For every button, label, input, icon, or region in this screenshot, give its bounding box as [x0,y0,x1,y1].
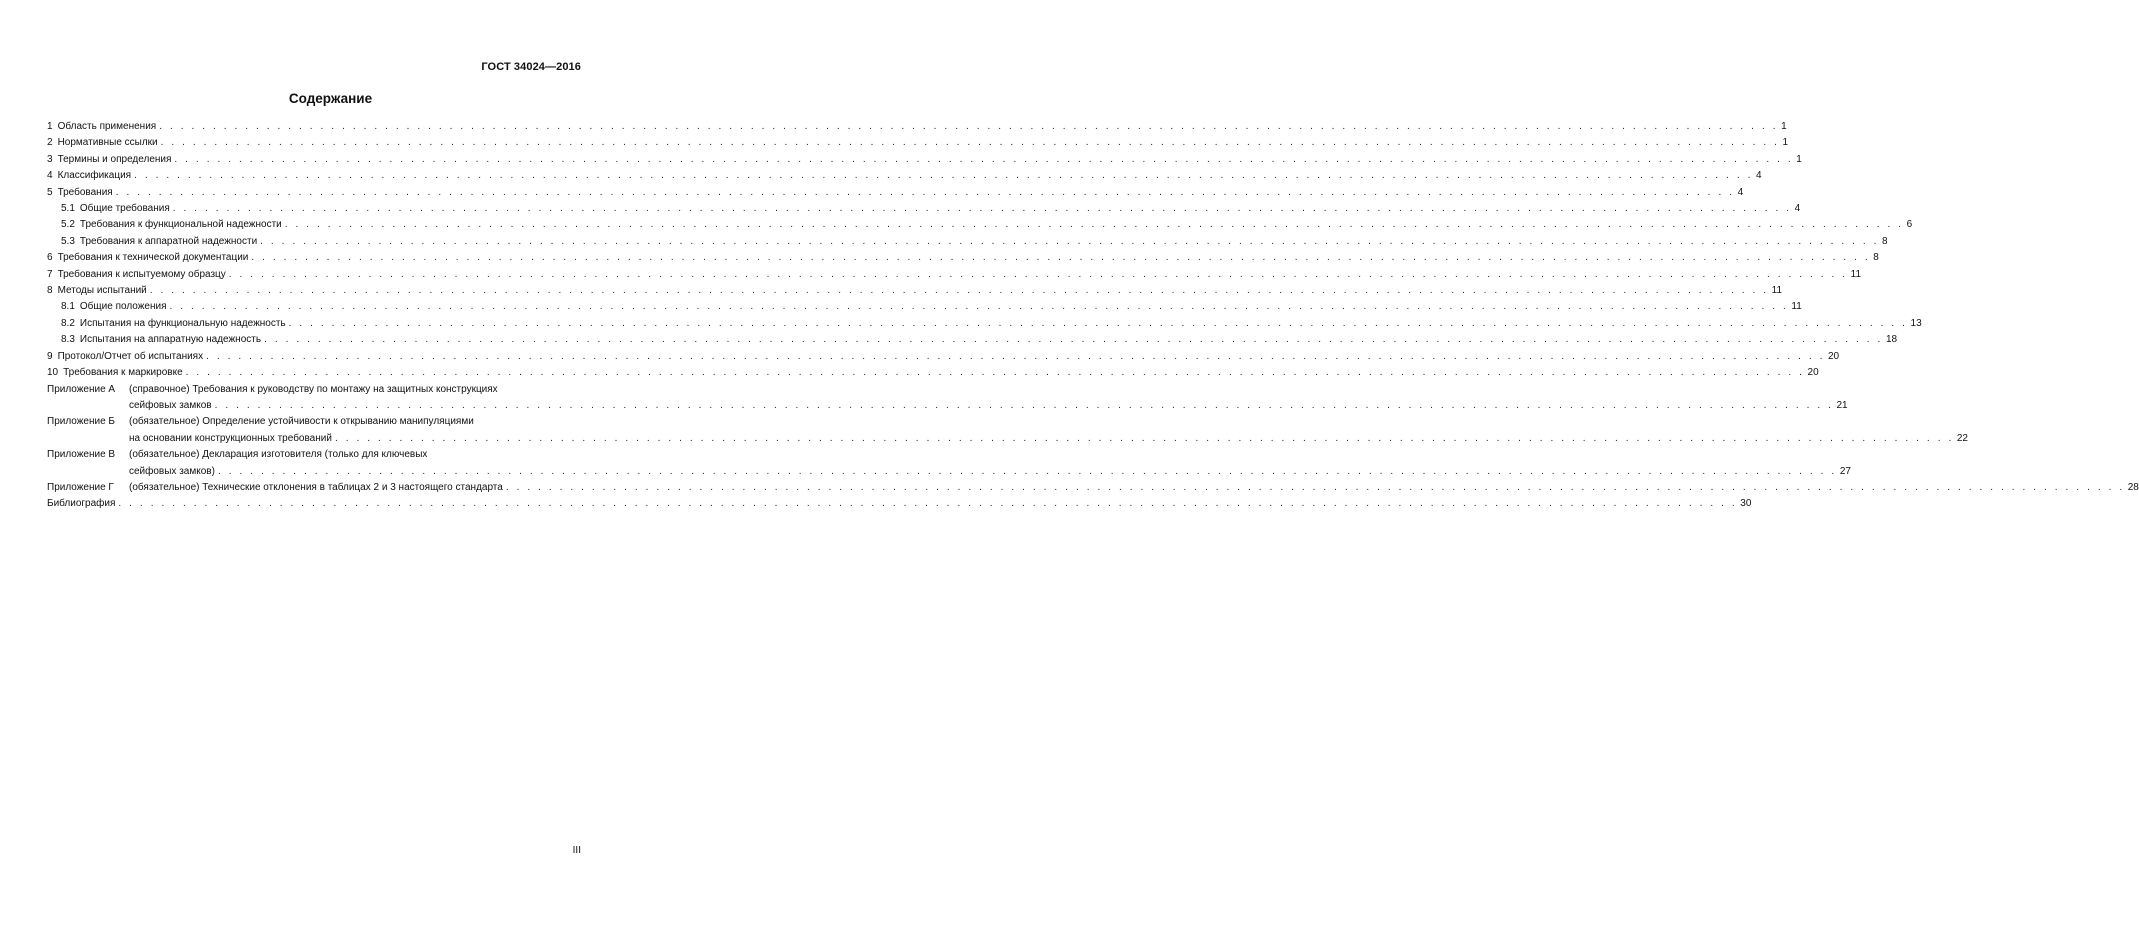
toc-number: 8 [47,285,53,297]
toc-text: Общие положения [79,301,167,313]
toc-entry-8[interactable] [47,283,1783,299]
appendix-b-entry[interactable] [47,414,1968,447]
leader-dots [173,201,1792,217]
appendix-title-line: сейфовых замков [129,399,212,411]
leader-dots [289,316,1908,332]
leader-dots [215,398,1834,414]
toc-page: 8 [1882,235,1888,247]
appendix-title-line: (справочное) Требования к руководству по монтажу на защитных конструкциях [129,383,498,395]
toc-number: 1 [47,121,53,132]
toc-text: Термины и определения [57,153,172,165]
toc-entry-8-3[interactable] [47,332,1898,348]
appendix-title-line: на основании конструкционных требований [129,432,332,444]
toc-text: Требования к маркировке [63,367,183,379]
leader-dots [134,168,1753,184]
toc-text: Общие требования [79,203,170,215]
toc-page: 6 [1906,219,1913,231]
toc-entry-6[interactable] [47,250,1879,266]
toc-number: 6 [47,252,53,264]
leader-dots [161,135,1780,151]
appendix-title-line: (обязательное) Определение устойчивости к открыванию манипуляциями [129,416,474,428]
appendix-label: Приложение Г [47,481,114,493]
toc-entry-5-3[interactable] [47,234,1888,250]
leader-dots [206,349,1825,365]
toc-number: 5.2 [61,219,75,231]
toc-entry-10[interactable] [47,365,1819,381]
toc-entry-4[interactable] [47,168,1762,184]
leader-dots [116,185,1735,201]
toc-entry-8-2[interactable] [47,316,1922,332]
toc-text: Требования [57,186,113,198]
toc-text: Область применения [57,121,157,132]
leader-dots [174,152,1793,168]
toc-entry-7[interactable] [47,267,1862,283]
leader-dots [170,299,1789,315]
toc-entry-bibliography[interactable] [47,496,1752,512]
standard-code: ГОСТ 34024—2016 [481,61,581,73]
toc-entry-1[interactable] [47,119,1787,135]
toc-page: 21 [1836,399,1848,411]
toc-text: Протокол/Отчет об испытаниях [57,350,204,362]
toc-text: Требования к аппаратной надежности [79,235,258,247]
toc-text: Требования к технической документации [57,252,249,264]
leader-dots [118,496,1737,512]
toc-page: 8 [1873,252,1879,264]
toc-page: 11 [1771,285,1783,297]
toc-page: 4 [1737,186,1744,198]
toc-text: Требования к испытуемому образцу [57,268,226,280]
appendix-a-entry[interactable] [47,382,1848,415]
toc-entry-5[interactable] [47,185,1744,201]
toc-page: 1 [1796,153,1802,165]
toc-text: Классификация [57,170,132,182]
toc-page: 18 [1885,334,1898,346]
toc-number: 5.1 [61,203,75,215]
toc-page: 13 [1910,317,1922,329]
appendix-g-entry[interactable] [47,480,2139,496]
table-of-contents [47,119,2139,513]
leader-dots [186,365,1805,381]
page-number: III [572,845,581,856]
leader-dots [285,217,1904,233]
toc-number: 3 [47,153,53,165]
appendix-label: Приложение Б [47,416,115,428]
toc-number: 5 [47,186,53,198]
toc-text: Испытания на аппаратную надежность [79,334,262,346]
appendix-title-line: сейфовых замков) [129,465,215,477]
appendix-label: Приложение В [47,449,116,461]
leader-dots [251,250,1870,266]
appendix-title-line: (обязательное) Декларация изготовителя (только для ключевых [129,449,428,461]
leader-dots [335,431,1954,447]
toc-page: 27 [1839,465,1851,477]
leader-dots [150,283,1769,299]
toc-entry-3[interactable] [47,152,1802,168]
toc-entry-9[interactable] [47,349,1840,365]
toc-page: 20 [1827,350,1840,362]
toc-text: Методы испытаний [57,285,147,297]
page-title: Содержание [288,91,373,106]
toc-number: 8.1 [61,301,75,313]
toc-text: Библиография [47,498,116,510]
toc-entry-5-1[interactable] [47,201,1801,217]
toc-text: Требования к функциональной надежности [79,219,282,231]
toc-text: Нормативные ссылки [57,137,158,149]
toc-entry-8-1[interactable] [47,299,1802,315]
leader-dots [159,119,1778,135]
toc-number: 7 [47,268,53,280]
appendix-v-entry[interactable] [47,447,1851,480]
toc-page: 22 [1956,432,1968,444]
toc-number: 2 [47,137,53,149]
toc-number: 5.3 [61,235,75,247]
toc-number: 8.2 [61,317,75,329]
toc-page: 4 [1755,170,1762,182]
toc-entry-2[interactable] [47,135,1789,151]
leader-dots [506,480,2125,496]
toc-page: 30 [1740,498,1752,510]
leader-dots [218,464,1837,480]
leader-dots [260,234,1879,250]
toc-text: Испытания на функциональную надежность [79,317,286,329]
leader-dots [229,267,1848,283]
toc-number: 8.3 [61,334,75,346]
appendix-label: Приложение А [47,383,116,395]
toc-entry-5-2[interactable] [47,217,1913,233]
toc-page: 11 [1850,268,1862,280]
toc-page: 1 [1782,137,1789,149]
toc-page: 28 [2127,481,2139,493]
toc-page: 1 [1781,121,1787,132]
toc-number: 10 [47,367,59,379]
appendix-title-line: (обязательное) Технические отклонения в таблицах 2 и 3 настоящего стандарта [129,481,503,493]
toc-number: 9 [47,350,53,362]
toc-page: 11 [1791,301,1802,313]
toc-number: 4 [47,170,53,182]
toc-page: 20 [1807,367,1819,379]
leader-dots [264,332,1883,348]
toc-page: 4 [1794,203,1801,215]
